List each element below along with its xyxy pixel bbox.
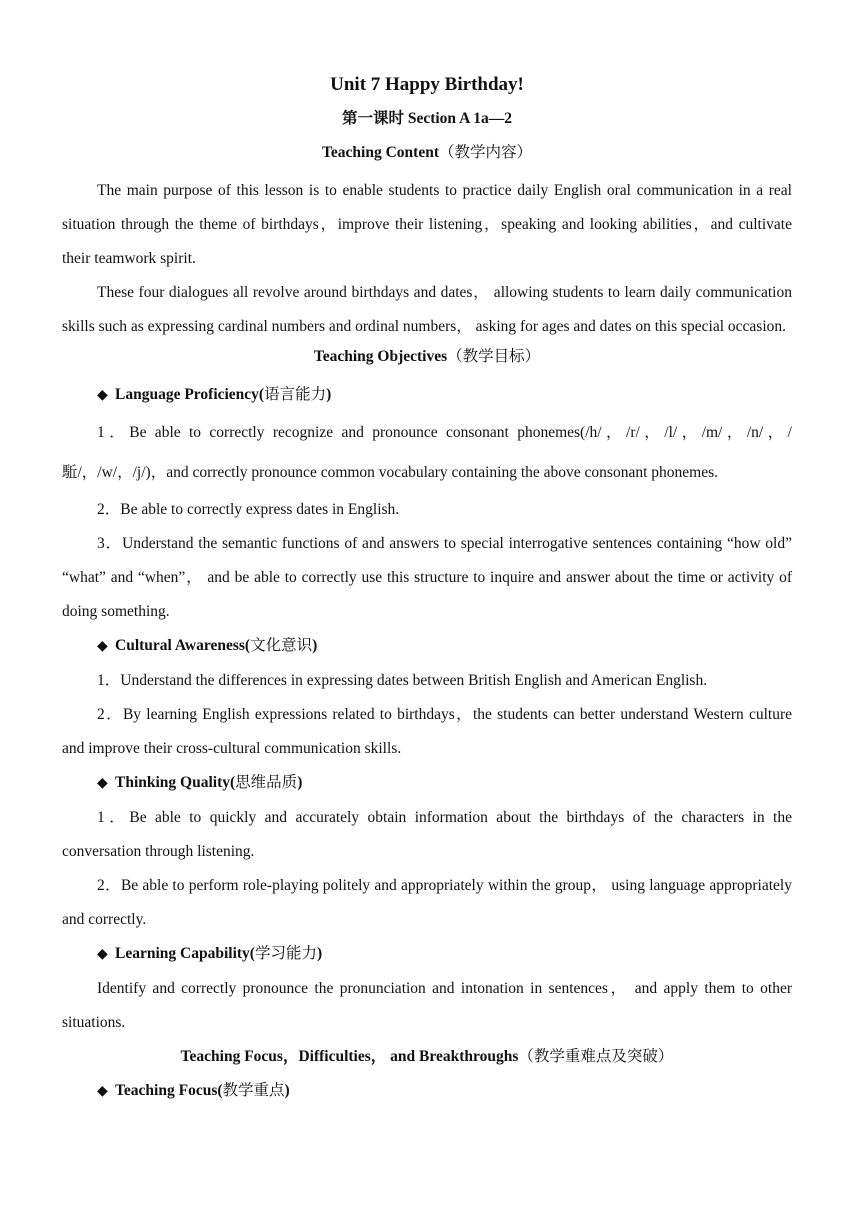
objective-item: 3．Understand the semantic functions of and answers to special interrogative sentences containing “how old” “what” and “when”， and be able to correctly use this structure to inquire and answer about the time or activity of doing something. [62, 535, 792, 620]
paragraph: These four dialogues all revolve around birthdays and dates， allowing students to learn daily communication skills such as expressing cardinal numbers and ordinal numbers， asking for ages and dates on this special occasion. [62, 284, 792, 335]
lesson-subtitle: 第一课时 Section A 1a—2 [341, 110, 513, 127]
teaching-objectives-heading [62, 344, 792, 370]
teaching-content-heading-en: Teaching Content [322, 144, 439, 161]
paragraph: The main purpose of this lesson is to enable students to practice daily English oral communication in a real situation through the theme of birthdays，improve their listening，speaking and looking abilities，and cultivate their teamwork spirit. [62, 182, 792, 267]
objective-item: 1．Be able to correctly recognize and pronounce consonant phonemes(/h/，/r/，/l/，/m/，/n/，/駈/，/w/，/j/)，and correctly pronounce common vocabulary containing the above consonant phonemes. [62, 424, 792, 481]
objective-heading-culture: Cultural Awareness(文化意识) [115, 637, 318, 654]
teaching-objectives-heading-en: Teaching Objectives [313, 348, 448, 365]
teaching-content-heading-zh: （教学内容） [438, 144, 532, 161]
objective-heading-thinking: Thinking Quality(思维品质) [115, 774, 303, 791]
focus-section-heading-en: Teaching Focus，Difficulties， and Breakthroughs [180, 1048, 519, 1065]
objective-item: Identify and correctly pronounce the pronunciation and intonation in sentences， and apply them to other situations. [62, 980, 792, 1031]
objective-heading-learning: Learning Capability(学习能力) [115, 945, 323, 962]
unit-title: Unit 7 Happy Birthday! [330, 74, 524, 95]
objective-item: 2．Be able to perform role-playing politely and appropriately within the group， using language appropriately and correctly. [62, 877, 792, 928]
objective-heading-language: Language Proficiency(语言能力) [115, 386, 332, 403]
objective-item: 2．Be able to correctly express dates in English. [97, 501, 400, 518]
focus-section-heading [62, 1040, 792, 1074]
teaching-objectives-heading-zh: （教学目标） [447, 348, 541, 365]
teaching-content-heading [62, 140, 792, 166]
objective-item: 1．Understand the differences in expressing dates between British English and American English. [97, 672, 708, 689]
focus-section-heading-zh: （教学重难点及突破） [518, 1048, 674, 1065]
objective-item: 1．Be able to quickly and accurately obtain information about the birthdays of the characters in the conversation through listening. [62, 809, 792, 860]
objective-item: 2．By learning English expressions related to birthdays，the students can better understand Western culture and improve their cross-cultural communication skills. [62, 706, 792, 757]
objective-heading-focus: Teaching Focus(教学重点) [115, 1082, 290, 1099]
document-page [62, 66, 792, 1109]
